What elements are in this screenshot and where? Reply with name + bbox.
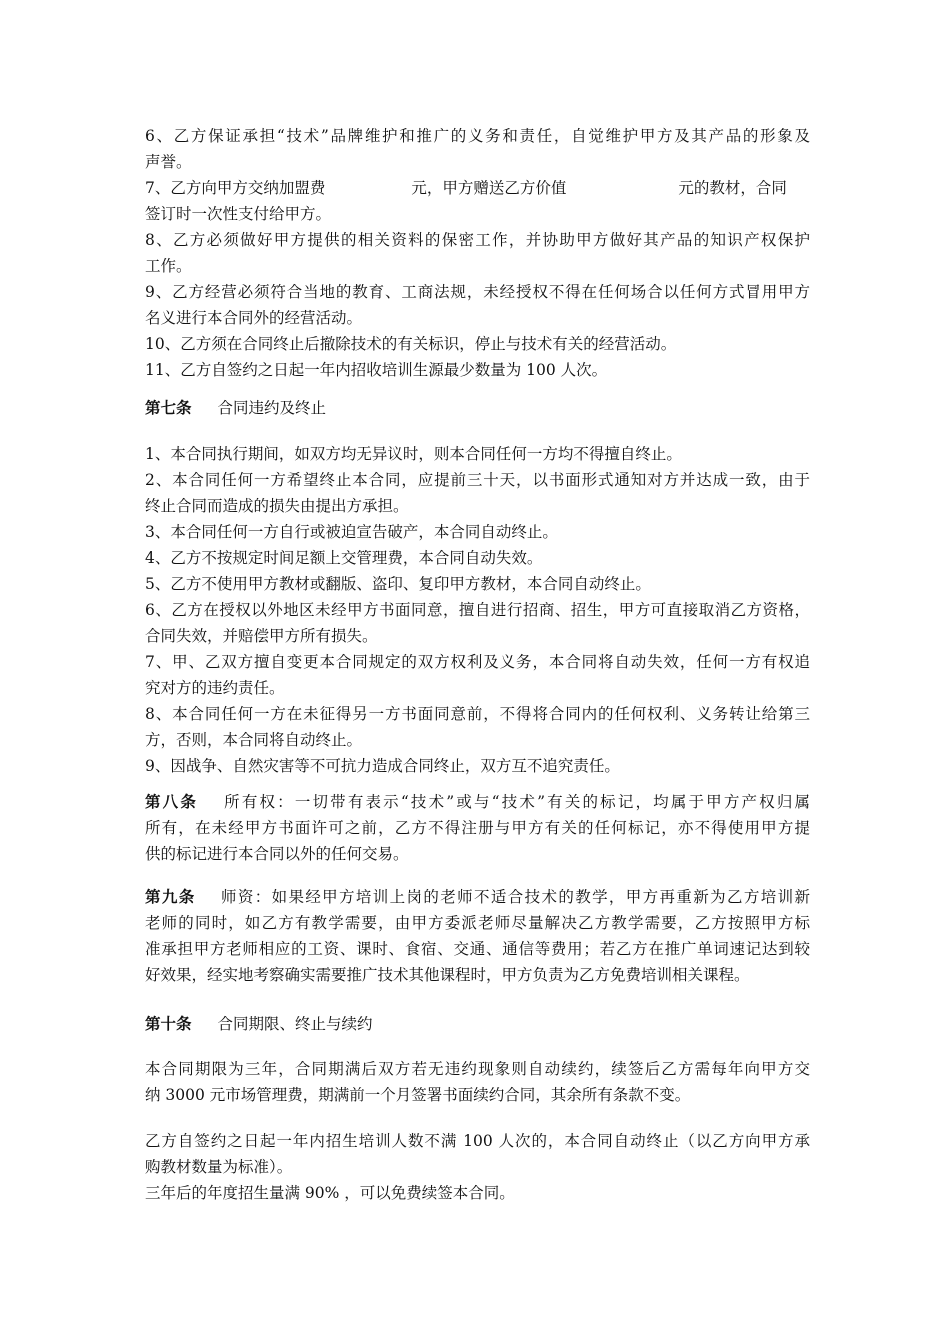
article-7-item-3: 3、本合同任何一方自行或被迫宣告破产，本合同自动终止。 (145, 523, 558, 541)
article-8 (145, 789, 810, 867)
article-10-p2-line-1: 乙方自签约之日起一年内招生培训人数不满 100 人次的，本合同自动终止（以乙方向甲方承 (145, 1132, 810, 1150)
item-7-part-1: 7、乙方向甲方交纳加盟费 (145, 179, 326, 197)
article-10-paragraph-2 (145, 1128, 810, 1206)
article-10-heading (145, 1011, 810, 1037)
article-7-item-1: 1、本合同执行期间，如双方均无异议时，则本合同任何一方均不得擅自终止。 (145, 445, 682, 463)
item-8-line-1: 8、乙方必须做好甲方提供的相关资料的保密工作，并协助甲方做好其产品的知识产权保护 (145, 231, 810, 249)
article-7-list (145, 441, 810, 779)
article-7-title: 合同违约及终止 (217, 399, 327, 417)
article-7-heading (145, 395, 810, 421)
article-7-item-2-line-1: 2、本合同任何一方希望终止本合同，应提前三十天，以书面形式通知对方并达成一致，由于 (145, 471, 810, 489)
article-7-item-8-line-1: 8、本合同任何一方在未征得另一方书面同意前，不得将合同内的任何权利、义务转让给第三 (145, 705, 810, 723)
article-8-line-3: 供的标记进行本合同以外的任何交易。 (145, 845, 409, 863)
article-9 (145, 884, 810, 988)
article-7-item-6-line-2: 合同失效，并赔偿甲方所有损失。 (145, 627, 378, 645)
item-7-part-2: 元，甲方赠送乙方价值 (411, 179, 567, 197)
article-7-item-5: 5、乙方不使用甲方教材或翻版、盗印、复印甲方教材，本合同自动终止。 (145, 575, 651, 593)
article-10-label: 第十条 (145, 1014, 192, 1033)
article-7-item-6-line-1: 6、乙方在授权以外地区未经甲方书面同意，擅自进行招商、招生，甲方可直接取消乙方资格， (145, 601, 810, 619)
item-6-line-2: 声誉。 (145, 153, 192, 171)
article-7-item-2-line-2: 终止合同而造成的损失由提出方承担。 (145, 497, 409, 515)
article-7-item-8-line-2: 方，否则，本合同将自动终止。 (145, 731, 363, 749)
article-7-item-7-line-2: 究对方的违约责任。 (145, 679, 285, 697)
article-8-label: 第八条 (145, 792, 198, 811)
item-8-line-2: 工作。 (145, 257, 192, 275)
article-9-label: 第九条 (145, 887, 196, 906)
item-7-line-2: 签订时一次性支付给甲方。 (145, 205, 332, 223)
article-10-paragraph-1 (145, 1056, 810, 1108)
article-7-item-4: 4、乙方不按规定时间足额上交管理费，本合同自动失效。 (145, 549, 543, 567)
article-10-p2-line-2: 购教材数量为标准）。 (145, 1158, 293, 1176)
article-9-line-3: 准承担甲方老师相应的工资、课时、食宿、交通、通信等费用；若乙方在推广单词速记达到较 (145, 940, 810, 958)
article-9-line-4: 好效果，经实地考察确实需要推广技术其他课程时，甲方负责为乙方免费培训相关课程。 (145, 966, 750, 984)
item-9-line-1: 9、乙方经营必须符合当地的教育、工商法规，未经授权不得在任何场合以任何方式冒用甲方 (145, 283, 810, 301)
article-10-p1-line-2: 纳 3000 元市场管理费，期满前一个月签署书面续约合同，其余所有条款不变。 (145, 1086, 691, 1104)
article-7-item-9: 9、因战争、自然灾害等不可抗力造成合同终止，双方互不追究责任。 (145, 757, 620, 775)
item-10: 10、乙方须在合同终止后撤除技术的有关标识，停止与技术有关的经营活动。 (145, 335, 677, 353)
item-7-part-3: 元的教材，合同 (678, 179, 787, 197)
article-7-label: 第七条 (145, 398, 192, 417)
article-8-line-2: 所有，在未经甲方书面许可之前，乙方不得注册与甲方有关的任何标记，亦不得使用甲方提 (145, 819, 810, 837)
article-7-item-7-line-1: 7、甲、乙双方擅自变更本合同规定的双方权利及义务，本合同将自动失效，任何一方有权追 (145, 653, 810, 671)
article-10-p1-line-1: 本合同期限为三年，合同期满后双方若无违约现象则自动续约，续签后乙方需每年向甲方交 (145, 1060, 810, 1078)
article-10-p3: 三年后的年度招生量满 90% ，可以免费续签本合同。 (145, 1184, 515, 1202)
article-10-title: 合同期限、终止与续约 (217, 1015, 373, 1033)
item-11: 11、乙方自签约之日起一年内招收培训生源最少数量为 100 人次。 (145, 361, 608, 379)
article-8-line-1: 所有权：一切带有表示“技术”或与“技术”有关的标记，均属于甲方产权归属 (222, 793, 810, 811)
item-7-line-1 (145, 175, 810, 201)
obligations-list (145, 123, 810, 383)
article-9-line-1: 师资：如果经甲方培训上岗的老师不适合技术的教学，甲方再重新为乙方培训新 (219, 888, 810, 906)
item-6-line-1: 6、乙方保证承担“技术”品牌维护和推广的义务和责任，自觉维护甲方及其产品的形象及 (145, 127, 810, 145)
item-9-line-2: 名义进行本合同外的经营活动。 (145, 309, 363, 327)
article-9-line-2: 老师的同时，如乙方有教学需要，由甲方委派老师尽量解决乙方教学需要，乙方按照甲方标 (145, 914, 810, 932)
